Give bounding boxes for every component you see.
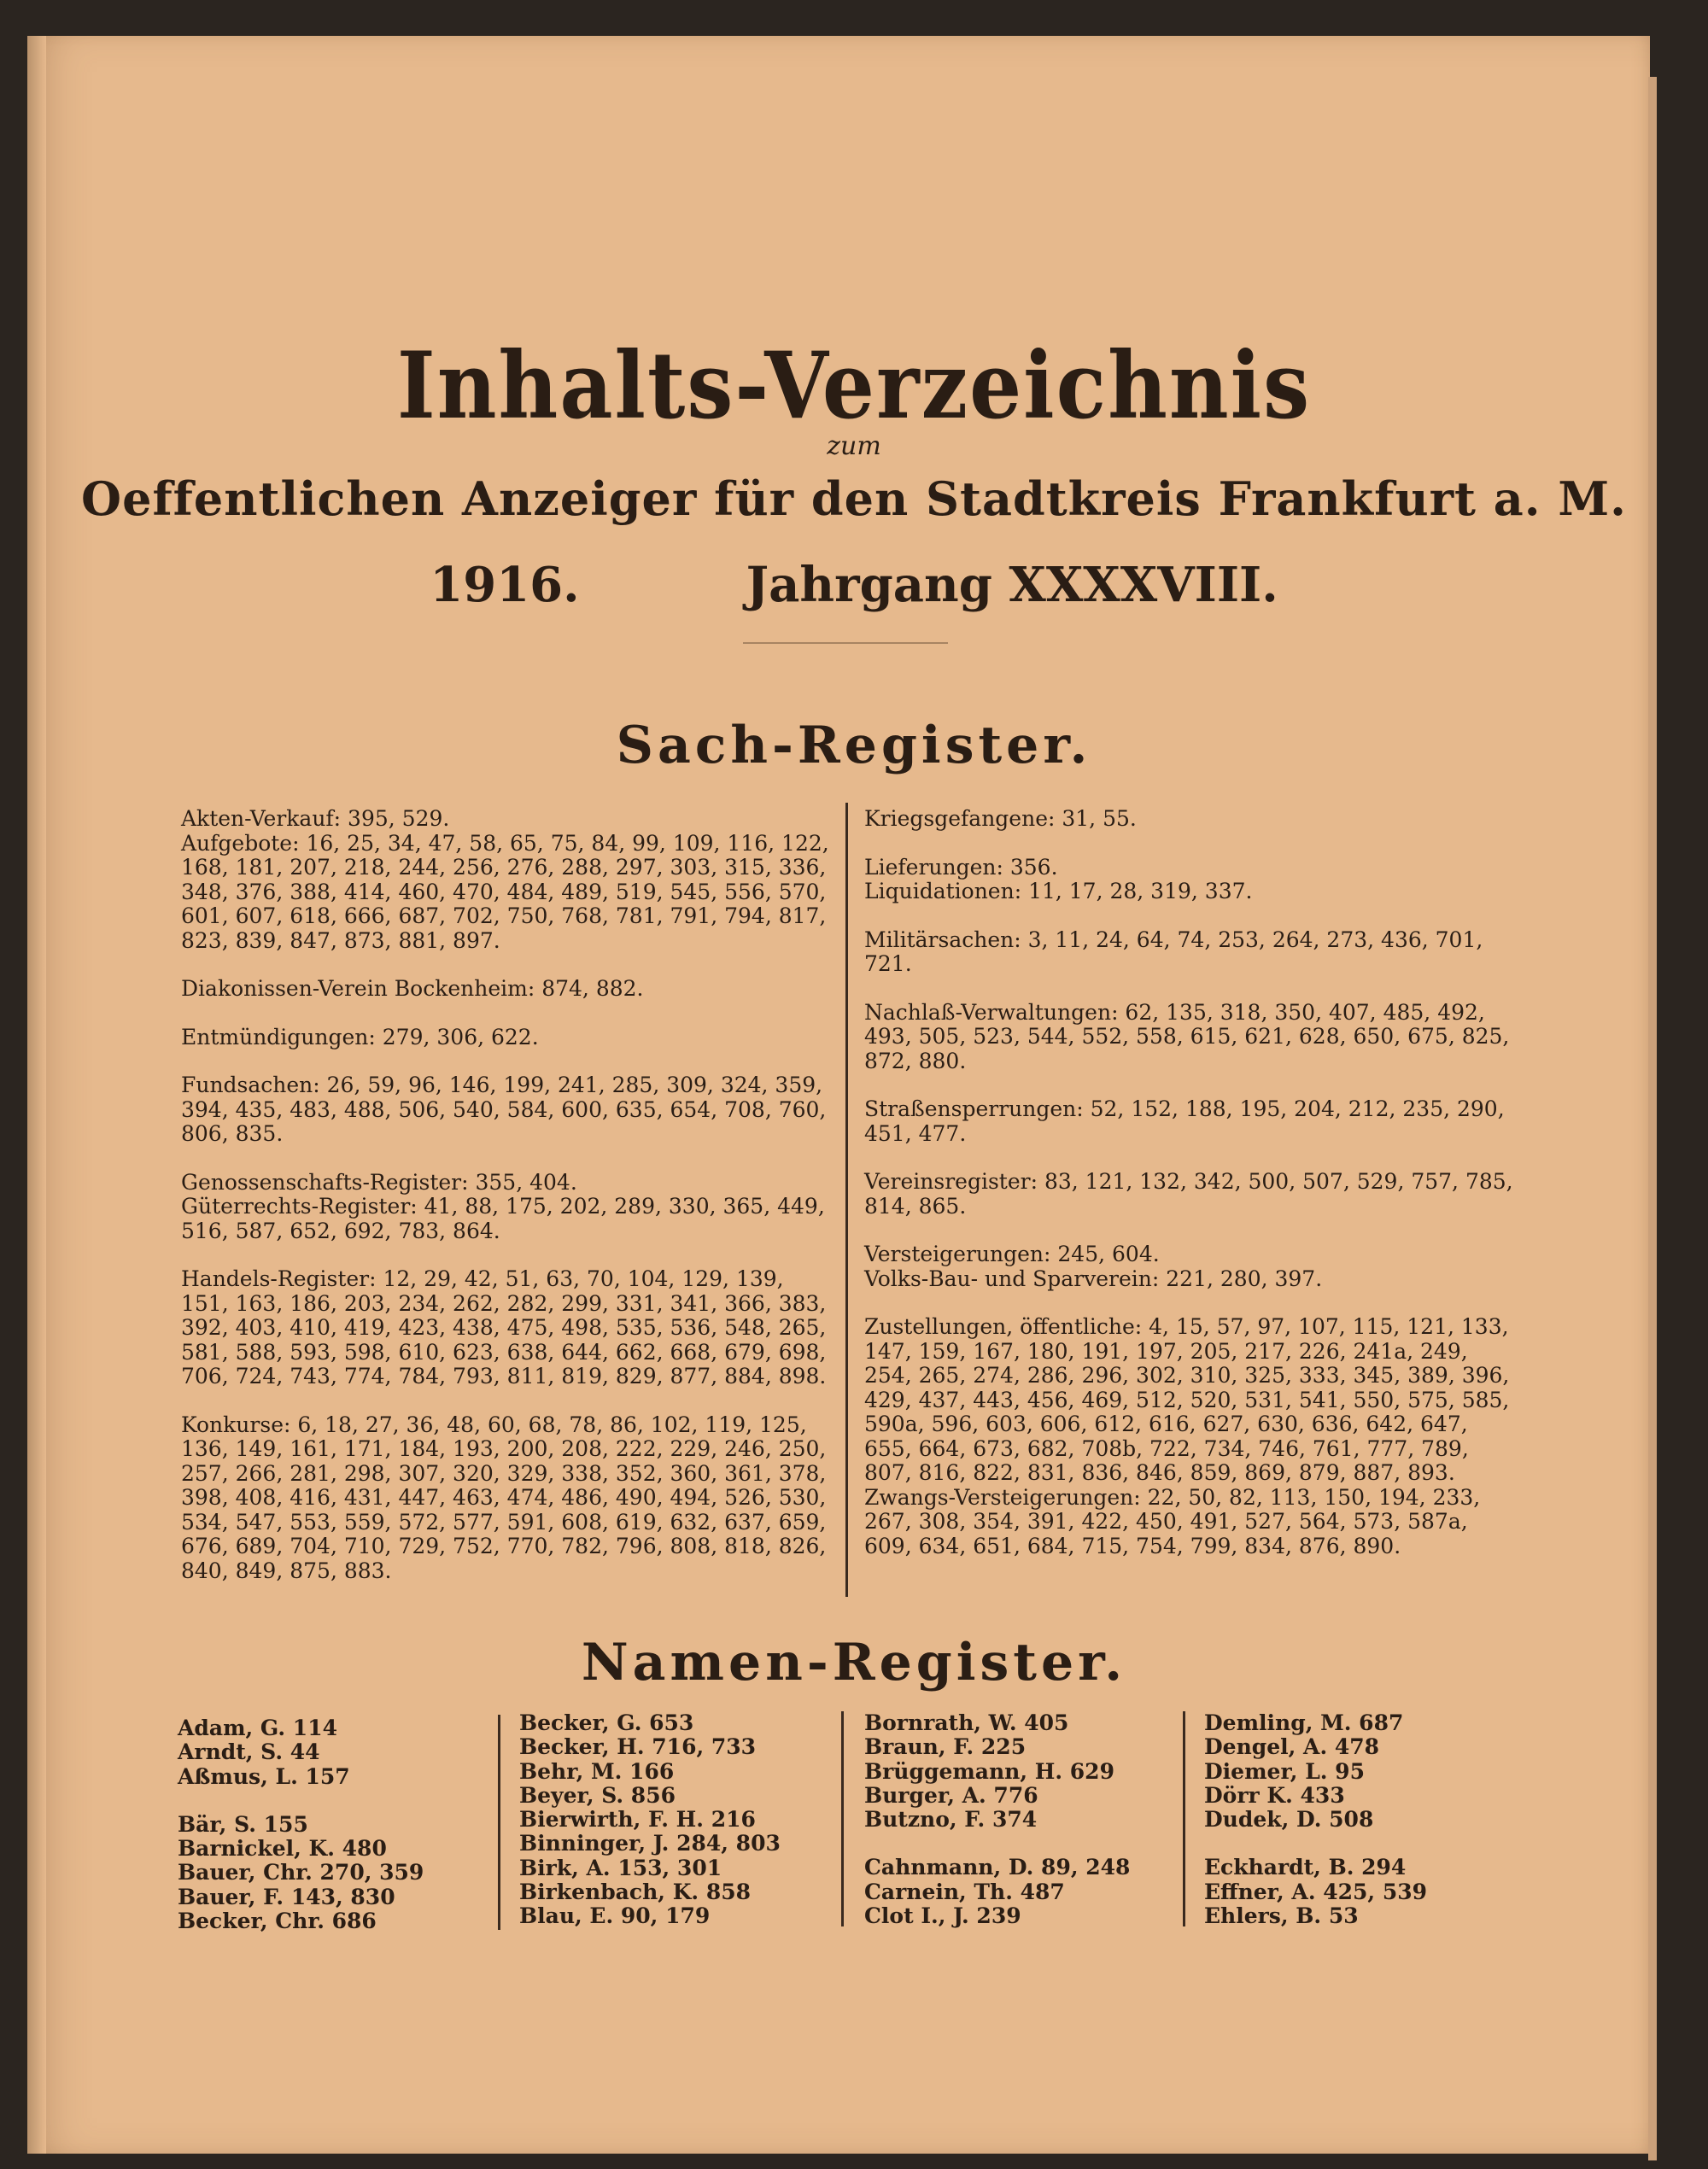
name-entry: Dengel, A. 478 (1204, 1734, 1380, 1760)
name-entry: Dudek, D. 508 (1204, 1807, 1374, 1833)
register-entry: Kriegsgefangene: 31, 55. (864, 806, 1137, 831)
entry-spacer (864, 1291, 1522, 1315)
entry-spacer (181, 1049, 834, 1073)
register-entry: Zustellungen, öffentliche: 4, 15, 57, 97, 107, 115, 121, 133, 147, 159, 167, 180, 191, 197, 205, 217, 226, 241a, 249, 254, 265, 274, 286, 296, 302, 310, 325, 333, 345, 389, 396, 429, 437, 443, 456, 469, 512, 520, 531, 541, 550, 575, 585, 590a, 596, 603, 606, 612, 616, 627, 630, 636, 642, 647, 655, 664, 673, 682, 708b, 722, 734, 746, 761, 777, 789, 807, 816, 822, 831, 836, 846, 859, 869, 879, 887, 893. (864, 1314, 1510, 1485)
name-entry: Effner, A. 425, 539 (1204, 1879, 1427, 1904)
name-entry: Bornrath, W. 405 (864, 1710, 1069, 1735)
register-entry: Nachlaß-Verwaltungen: 62, 135, 318, 350, 407, 485, 492, 493, 505, 523, 544, 552, 558, 615, 621, 628, 650, 675, 825, 872, 880. (864, 999, 1510, 1073)
name-entry: Bauer, Chr. 270, 359 (178, 1860, 424, 1885)
register-entry: Zwangs-Versteigerungen: 22, 50, 82, 113, 150, 194, 233, 267, 308, 354, 391, 422, 450, 491, 527, 564, 573, 587a, 609, 634, 651, 684, 715, 754, 799, 834, 876, 890. (864, 1484, 1481, 1558)
entry-spacer (181, 1243, 834, 1267)
name-entry: Butzno, F. 374 (864, 1807, 1038, 1833)
name-entry: Becker, Chr. 686 (178, 1909, 377, 1934)
namen-column-4 (1204, 1711, 1427, 1928)
namen-column-1 (178, 1716, 424, 1933)
name-entry: Aßmus, L. 157 (178, 1763, 350, 1789)
namen-register-heading: Namen-Register. (581, 1633, 1127, 1693)
year: 1916. (430, 557, 580, 613)
name-entry: Becker, H. 716, 733 (519, 1734, 757, 1760)
name-entry: Braun, F. 225 (864, 1734, 1027, 1760)
name-entry: Burger, A. 776 (864, 1782, 1038, 1808)
column-divider (845, 803, 848, 1597)
entry-spacer (181, 1002, 834, 1026)
name-entry: Becker, G. 653 (519, 1710, 694, 1735)
name-entry: Binninger, J. 284, 803 (519, 1831, 781, 1856)
name-entry: Birkenbach, K. 858 (519, 1880, 752, 1905)
register-entry: Handels-Register: 12, 29, 42, 51, 63, 70, 104, 129, 139, 151, 163, 186, 203, 234, 262, 282, 299, 331, 341, 366, 383, 392, 403, 410, 419, 423, 438, 475, 498, 535, 536, 548, 265, 581, 588, 593, 598, 610, 623, 638, 644, 662, 668, 679, 698, 706, 724, 743, 774, 784, 793, 811, 819, 829, 877, 884, 898. (181, 1266, 827, 1389)
entry-spacer (864, 832, 1522, 856)
jahrgang: Jahrgang XXXXVIII. (746, 557, 1278, 613)
register-entry: Vereinsregister: 83, 121, 132, 342, 500, 507, 529, 757, 785, 814, 865. (864, 1169, 1513, 1219)
name-entry: Brüggemann, H. 629 (864, 1758, 1114, 1784)
name-entry: Carnein, Th. 487 (864, 1879, 1065, 1904)
entry-spacer (864, 1073, 1522, 1097)
name-spacer (1204, 1832, 1427, 1856)
register-entry: Militärsachen: 3, 11, 24, 64, 74, 253, 264, 273, 436, 701, 721. (864, 927, 1483, 976)
sach-register-right-column (864, 807, 1522, 1558)
name-entry: Barnickel, K. 480 (178, 1836, 387, 1862)
name-spacer (864, 1832, 1130, 1856)
name-entry: Blau, E. 90, 179 (519, 1903, 711, 1929)
register-entry: Fundsachen: 26, 59, 96, 146, 199, 241, 285, 309, 324, 359, 394, 435, 483, 488, 506, 540, 584, 600, 635, 654, 708, 760, 806, 835. (181, 1073, 827, 1146)
register-entry: Konkurse: 6, 18, 27, 36, 48, 60, 68, 78, 86, 102, 119, 125, 136, 149, 161, 171, 184, 193, 200, 208, 222, 229, 246, 250, 257, 266, 281, 298, 307, 320, 329, 338, 352, 360, 361, 378, 398, 408, 416, 431, 447, 463, 474, 486, 490, 494, 526, 530, 534, 547, 553, 559, 572, 577, 591, 608, 619, 632, 637, 659, 676, 689, 704, 710, 729, 752, 770, 782, 796, 808, 818, 826, 840, 849, 875, 883. (181, 1412, 827, 1583)
entry-spacer (864, 1146, 1522, 1170)
sach-register-left-column (181, 807, 834, 1583)
register-entry: Volks-Bau- und Sparverein: 221, 280, 397. (864, 1266, 1323, 1291)
register-entry: Genossenschafts-Register: 355, 404. (181, 1169, 577, 1195)
namen-divider-2 (841, 1711, 844, 1926)
namen-divider-3 (1183, 1711, 1185, 1926)
name-entry: Clot I., J. 239 (864, 1903, 1021, 1929)
title-connector: zum (827, 431, 881, 461)
namen-column-3 (864, 1711, 1130, 1928)
entry-spacer (181, 1147, 834, 1171)
name-entry: Demling, M. 687 (1204, 1710, 1404, 1735)
name-entry: Arndt, S. 44 (178, 1739, 320, 1765)
name-spacer (178, 1789, 424, 1813)
register-entry: Diakonissen-Verein Bockenheim: 874, 882. (181, 976, 644, 1001)
entry-spacer (864, 977, 1522, 1001)
register-entry: Akten-Verkauf: 395, 529. (181, 806, 450, 831)
name-entry: Bär, S. 155 (178, 1811, 308, 1837)
register-entry: Lieferungen: 356. (864, 854, 1058, 880)
page-subtitle: Oeffentlichen Anzeiger für den Stadtkreis Frankfurt a. M. (81, 471, 1627, 526)
name-entry: Diemer, L. 95 (1204, 1758, 1365, 1784)
page-title: Inhalts-Verzeichnis (396, 331, 1312, 440)
namen-divider-1 (498, 1715, 500, 1930)
entry-spacer (181, 1389, 834, 1413)
sach-register-heading: Sach-Register. (616, 716, 1092, 775)
entry-spacer (181, 953, 834, 977)
name-entry: Beyer, S. 856 (519, 1782, 676, 1808)
name-entry: Ehlers, B. 53 (1204, 1903, 1359, 1929)
entry-spacer (864, 904, 1522, 928)
year-line (0, 557, 1708, 613)
name-entry: Bauer, F. 143, 830 (178, 1884, 395, 1909)
name-entry: Eckhardt, B. 294 (1204, 1855, 1407, 1880)
name-entry: Adam, G. 114 (178, 1716, 337, 1740)
name-entry: Bierwirth, F. H. 216 (519, 1807, 756, 1833)
register-entry: Versteigerungen: 245, 604. (864, 1242, 1160, 1266)
register-entry: Liquidationen: 11, 17, 28, 319, 337. (864, 879, 1253, 903)
title-divider (743, 642, 948, 644)
name-entry: Cahnmann, D. 89, 248 (864, 1855, 1131, 1880)
register-entry: Straßensperrungen: 52, 152, 188, 195, 204, 212, 235, 290, 451, 477. (864, 1096, 1505, 1146)
register-entry: Aufgebote: 16, 25, 34, 47, 58, 65, 75, 84, 99, 109, 116, 122, 168, 181, 207, 218, 244, 256, 276, 288, 297, 303, 315, 336, 348, 376, 388, 414, 460, 470, 484, 489, 519, 545, 556, 570, 601, 607, 618, 666, 687, 702, 750, 768, 781, 791, 794, 817, 823, 839, 847, 873, 881, 897. (181, 830, 829, 953)
register-entry: Güterrechts-Register: 41, 88, 175, 202, 289, 330, 365, 449, 516, 587, 652, 692, 783, 864. (181, 1194, 825, 1243)
namen-column-2 (519, 1711, 781, 1929)
register-entry: Entmündigungen: 279, 306, 622. (181, 1024, 539, 1049)
name-entry: Behr, M. 166 (519, 1758, 675, 1784)
name-entry: Dörr K. 433 (1204, 1782, 1345, 1808)
name-entry: Birk, A. 153, 301 (519, 1855, 722, 1880)
entry-spacer (864, 1219, 1522, 1242)
